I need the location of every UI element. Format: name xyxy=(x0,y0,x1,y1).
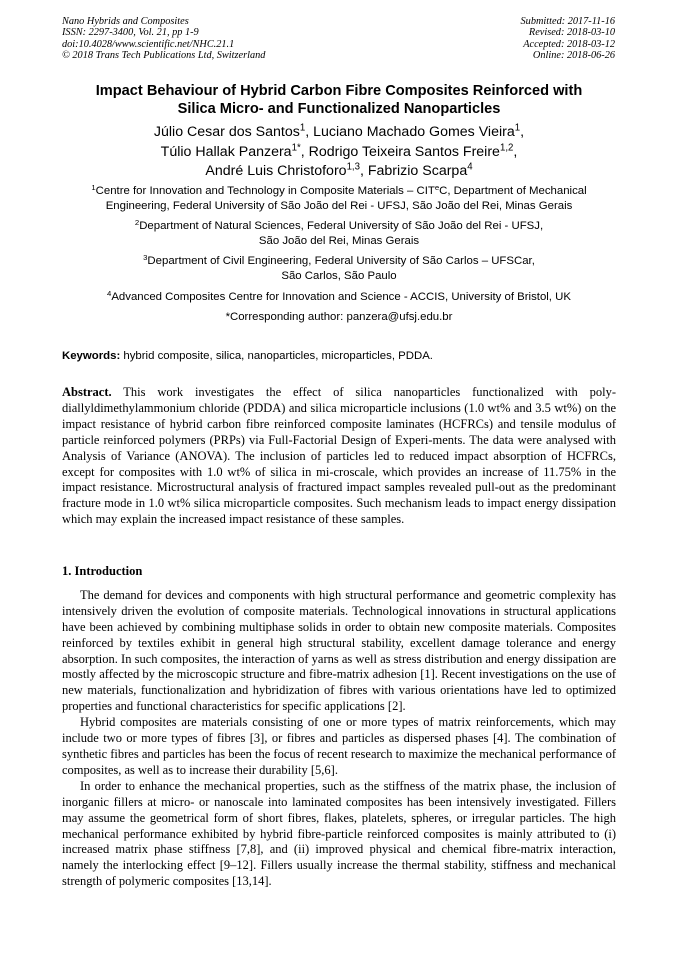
abstract xyxy=(62,385,616,528)
affiliation-sup: 2 xyxy=(134,217,140,227)
affiliation-2 xyxy=(56,219,622,248)
affiliation-3 xyxy=(56,254,622,283)
author-line-3 xyxy=(62,162,616,182)
affiliation-text: Engineering, Federal University of São João del Rei - UFSJ, São João del Rei, Minas Gerais xyxy=(105,199,573,212)
author-name: Túlio Hallak Panzera xyxy=(160,143,292,160)
affiliation-sup: 3 xyxy=(143,253,148,263)
degree-sup: e xyxy=(434,182,440,192)
affiliation-sup: 4 xyxy=(107,288,112,298)
author-affil-sup: 1,3 xyxy=(346,161,360,173)
author-name: André Luis Christoforo xyxy=(205,163,347,179)
author-separator: , xyxy=(520,124,525,140)
author-affil-sup: 4 xyxy=(467,161,473,173)
journal-info xyxy=(62,16,265,61)
date-accepted: Accepted: 2018-03-12 xyxy=(523,38,615,50)
title-line-2: Silica Micro- and Functionalized Nanoparticles xyxy=(177,101,501,117)
author-separator: , xyxy=(513,143,518,160)
affiliation-text: Department of Civil Engineering, Federal University of São Carlos – UFSCar, xyxy=(147,255,535,268)
body-paragraph: In order to enhance the mechanical properties, such as the stiffness of the matrix phase, the inclusion of inorganic fillers at micro- or nanoscale into laminated composites has been intensively investigated. Fillers may assume the geometrical form of short fibres, flakes, platelets, spheres, or irregular particles. The high mechanical performance exhibited by hybrid fibre-particle reinforced composites is mainly attributed to (i) increased matrix phase stiffness [7,8], and (ii) improved physical and chemical fibre-matrix interaction, namely the interlocking effect [9–12]. Fillers usually increase the thermal stability, stiffness and mechanical strength of polymeric composites [13,14]. xyxy=(62,778,616,889)
author-list xyxy=(62,123,616,182)
journal-name: Nano Hybrids and Composites xyxy=(62,16,189,27)
introduction-section xyxy=(62,564,616,890)
author-separator: , xyxy=(359,163,368,179)
affiliation-text: Advanced Composites Centre for Innovation and Science - ACCIS, University of Bristol, UK xyxy=(111,290,571,303)
article-dates xyxy=(521,16,615,61)
section-heading: 1. Introduction xyxy=(62,564,143,578)
body-paragraph: Hybrid composites are materials consisting of one or more types of matrix reinforcements, which may include two or more types of fibres [3], or fibres and particles as dispersed phases [4]. The combination of synthetic fibres and particles has been the focus of recent research to maximize the mechanical performance of composites, as well as to increase their durability [5,6]. xyxy=(62,715,616,777)
author-name: Luciano Machado Gomes Vieira xyxy=(313,124,515,140)
affiliation-list xyxy=(56,184,622,331)
author-line-2 xyxy=(62,143,616,163)
date-online: Online: 2018-06-26 xyxy=(532,49,615,61)
keywords-label: Keywords: xyxy=(62,350,121,362)
affiliation-1 xyxy=(56,184,622,213)
keywords-text: hybrid composite, silica, nanoparticles, microparticles, PDDA. xyxy=(120,350,433,362)
date-revised: Revised: 2018-03-10 xyxy=(528,27,615,39)
author-affil-sup: 1,2 xyxy=(499,142,514,154)
paper-title xyxy=(62,82,616,118)
affiliation-text: São João del Rei, Minas Gerais xyxy=(258,234,420,247)
date-submitted: Submitted: 2017-11-16 xyxy=(520,16,615,27)
affiliation-text: C, Department of Mechanical xyxy=(439,185,587,197)
author-separator: , xyxy=(305,124,314,140)
author-affil-sup: 1 xyxy=(514,122,521,134)
author-affil-sup: 1* xyxy=(291,142,301,154)
corresponding-author[interactable]: *Corresponding author: panzera@ufsj.edu.br xyxy=(225,311,453,324)
author-name: Rodrigo Teixeira Santos Freire xyxy=(308,143,500,160)
title-line-1: Impact Behaviour of Hybrid Carbon Fibre Composites Reinforced with xyxy=(95,83,583,99)
author-name: Fabrizio Scarpa xyxy=(367,163,468,179)
body-paragraph: The demand for devices and components with high structural performance and geometric complexity has intensively driven the evolution of composite materials. Technological innovations in structural applications have been achieved by combining multiphase solids in order to obtain new composite materials. Composites reinforced by textiles exhibit in general high structural stability, excellent damage tolerance and energy absorption. In such composites, the interaction of yarns as well as stress distribution and energy dissipation are mostly affected by the microscopic structure and fibre-matrix adhesion [1]. Recent investigations on the use of new materials, functionalization and hybridization of fibres with various orientations have led to optimized properties and functional characteristics for specific applications [2]. xyxy=(62,587,616,714)
abstract-label: Abstract. xyxy=(62,385,112,399)
abstract-text: This work investigates the effect of silica nanoparticles functionalized with poly-diallyldimethylammonium chloride (PDDA) and silica microparticle inclusions (1.0 wt% and 3.5 wt%) on the impact resistance of hybrid carbon fibre reinforced composite laminates (HCFRCs) and tensile modulus of particle reinforced polymers (PRPs) via Full-Factorial Design of Experi-ments. The data were analysed with Analysis of Variance (ANOVA). The inclusion of particles led to reduced impact absorption of HCFRCs, except for composites with 1.0 wt% of silica in mi-croscale, which provides an increase of 11.75% in the impact resistance. Microstructural analysis of fractured impact samples revealed pull-out as the predominant fracture mode in 1.0 wt% silica microparticle composites. Such mechanism leads to impact energy dissipation which may explain the increased impact resistance of these samples. xyxy=(62,385,616,527)
affiliation-4 xyxy=(56,290,622,305)
affiliation-text: Centre for Innovation and Technology in Composite Materials – CIT xyxy=(95,185,435,197)
journal-issn: ISSN: 2297-3400, Vol. 21, pp 1-9 xyxy=(62,27,199,39)
author-name: Júlio Cesar dos Santos xyxy=(153,124,300,140)
author-line-1 xyxy=(62,123,616,143)
author-affil-sup: 1 xyxy=(299,122,306,134)
affiliation-text: Department of Natural Sciences, Federal University of São João del Rei - UFSJ, xyxy=(139,220,544,233)
journal-doi[interactable]: doi:10.4028/www.scientific.net/NHC.21.1 xyxy=(62,38,235,50)
affiliation-text: São Carlos, São Paulo xyxy=(281,269,397,282)
journal-copyright: © 2018 Trans Tech Publications Ltd, Switzerland xyxy=(62,49,266,61)
keywords xyxy=(62,349,616,363)
affiliation-sup: 1 xyxy=(91,182,96,192)
author-separator: , xyxy=(300,143,309,160)
